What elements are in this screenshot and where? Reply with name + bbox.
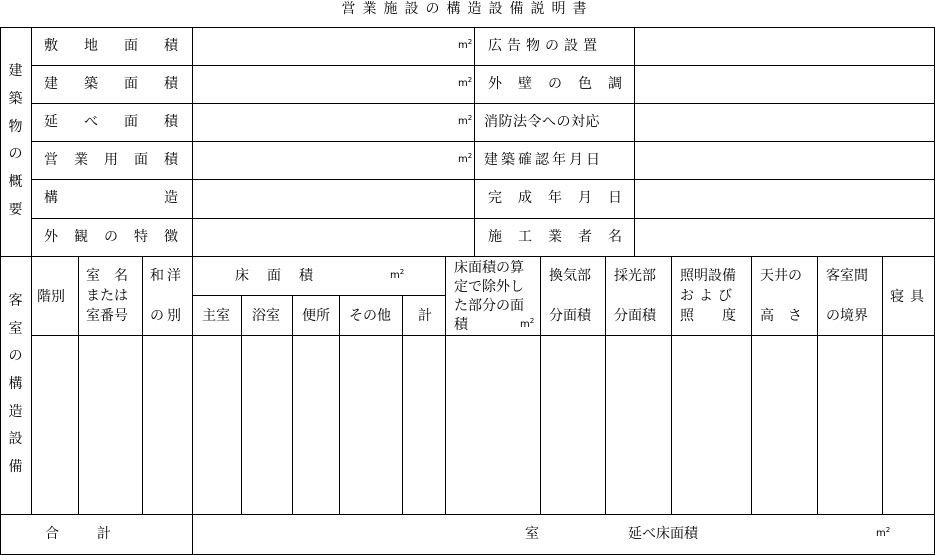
section-char: 築 [8, 90, 23, 107]
row-divider [31, 179, 935, 180]
row-divider [31, 103, 935, 104]
other-header: その他 [349, 308, 391, 324]
section-char: 建 [8, 63, 23, 79]
illumination-header: 照明設備 [680, 268, 736, 284]
section-char: 造 [8, 403, 23, 420]
room-name-header: 室番号 [86, 308, 128, 324]
row-divider [31, 141, 935, 142]
excluded-area-header: 床面積の算 [454, 260, 524, 276]
contractor-field[interactable] [638, 229, 928, 247]
room-entry-area[interactable] [32, 336, 934, 514]
section-char: 客 [8, 293, 23, 309]
unit-label: $m^2$ [876, 526, 891, 539]
wall-color-field[interactable] [638, 76, 928, 94]
wall-color-label: 外 壁 の 色 調 [488, 76, 622, 92]
section-char: 要 [8, 201, 23, 218]
lighting-area-header: 分面積 [614, 308, 656, 324]
style-header: 和洋 [150, 268, 184, 284]
signage-label: 広告物の設置 [488, 38, 602, 54]
column-divider [474, 27, 475, 257]
section-divider [0, 256, 935, 257]
room-boundary-header: の境界 [826, 308, 868, 324]
business-area-field[interactable] [196, 152, 456, 170]
section-char: 物 [8, 118, 23, 135]
main-room-header: 主室 [202, 308, 230, 324]
section-char: の [8, 348, 23, 365]
unit-label: $m^2$ [458, 152, 473, 165]
bathroom-header: 浴室 [252, 308, 280, 324]
ventilation-header: 換気部 [549, 268, 591, 284]
subtotal-header: 計 [418, 308, 432, 324]
completion-date-label: 完 成 年 月 日 [488, 190, 622, 206]
rooms-count-label: 室 [525, 526, 539, 542]
excluded-area-header: 積 [454, 317, 468, 333]
contractor-label: 施 工 業 者 名 [488, 229, 622, 245]
bedding-header: 寝具 [890, 289, 930, 305]
permit-date-field[interactable] [638, 152, 928, 170]
section-char: 概 [8, 174, 23, 191]
fire-code-label: 消防法令への対応 [484, 114, 600, 130]
page-title: 営業施設の構造設備説明書 [341, 1, 594, 17]
ventilation-header: 分面積 [549, 308, 591, 324]
building-section-label [0, 64, 31, 217]
row-divider [31, 218, 935, 219]
room-name-header: または [86, 288, 128, 304]
site-area-field[interactable] [196, 38, 456, 56]
total-label: 合 計 [45, 526, 123, 542]
subheader-divider [192, 295, 445, 296]
toilet-header: 便所 [302, 308, 330, 324]
permit-date-label: 建築確認年月日 [484, 152, 603, 168]
room-boundary-header: 客室間 [826, 268, 868, 284]
unit-label: $m^2$ [520, 317, 535, 330]
row-divider [31, 65, 935, 66]
ceiling-height-header: 天井の [760, 268, 802, 284]
room-name-header: 室 名 [86, 268, 128, 284]
illumination-header: および [680, 288, 737, 304]
section-divider [0, 514, 935, 515]
unit-label: $m^2$ [458, 76, 473, 89]
illumination-header: 照 度 [680, 308, 736, 324]
building-area-label: 建 築 面 積 [44, 76, 178, 92]
total-area-label: 延 べ 面 積 [44, 114, 178, 130]
column-divider [634, 27, 635, 257]
unit-label: $m^2$ [458, 114, 473, 127]
floor-area-header: 床 面 積 [235, 268, 315, 284]
lighting-area-header: 採光部 [614, 268, 656, 284]
exterior-features-label: 外 観 の 特 徴 [44, 229, 178, 245]
floor-header: 階別 [37, 289, 65, 305]
total-floor-area-label: 延べ床面積 [628, 526, 698, 542]
structure-field[interactable] [196, 190, 466, 208]
exterior-features-field[interactable] [196, 229, 466, 247]
section-char: の [8, 146, 23, 163]
excluded-area-header: 定で除外し [454, 279, 524, 295]
structure-label: 構 造 [44, 190, 178, 206]
building-area-field[interactable] [196, 76, 456, 94]
rooms-section-label [0, 294, 31, 474]
section-char: 備 [8, 458, 23, 475]
excluded-area-header: た部分の面 [454, 298, 524, 314]
completion-date-field[interactable] [638, 190, 928, 208]
section-char: 設 [8, 431, 23, 448]
total-area-field[interactable] [196, 114, 456, 132]
site-area-label: 敷 地 面 積 [44, 38, 178, 54]
style-header: の別 [150, 308, 184, 324]
section-char: 構 [8, 375, 23, 392]
fire-code-field[interactable] [638, 114, 928, 132]
border-line [0, 27, 935, 28]
section-char: 室 [8, 320, 23, 337]
column-divider [192, 27, 193, 257]
ceiling-height-header: 高 さ [760, 308, 802, 324]
unit-label: $m^2$ [390, 268, 405, 281]
business-area-label: 営 業 用 面 積 [44, 152, 178, 168]
unit-label: $m^2$ [458, 38, 473, 51]
signage-field[interactable] [638, 38, 928, 56]
